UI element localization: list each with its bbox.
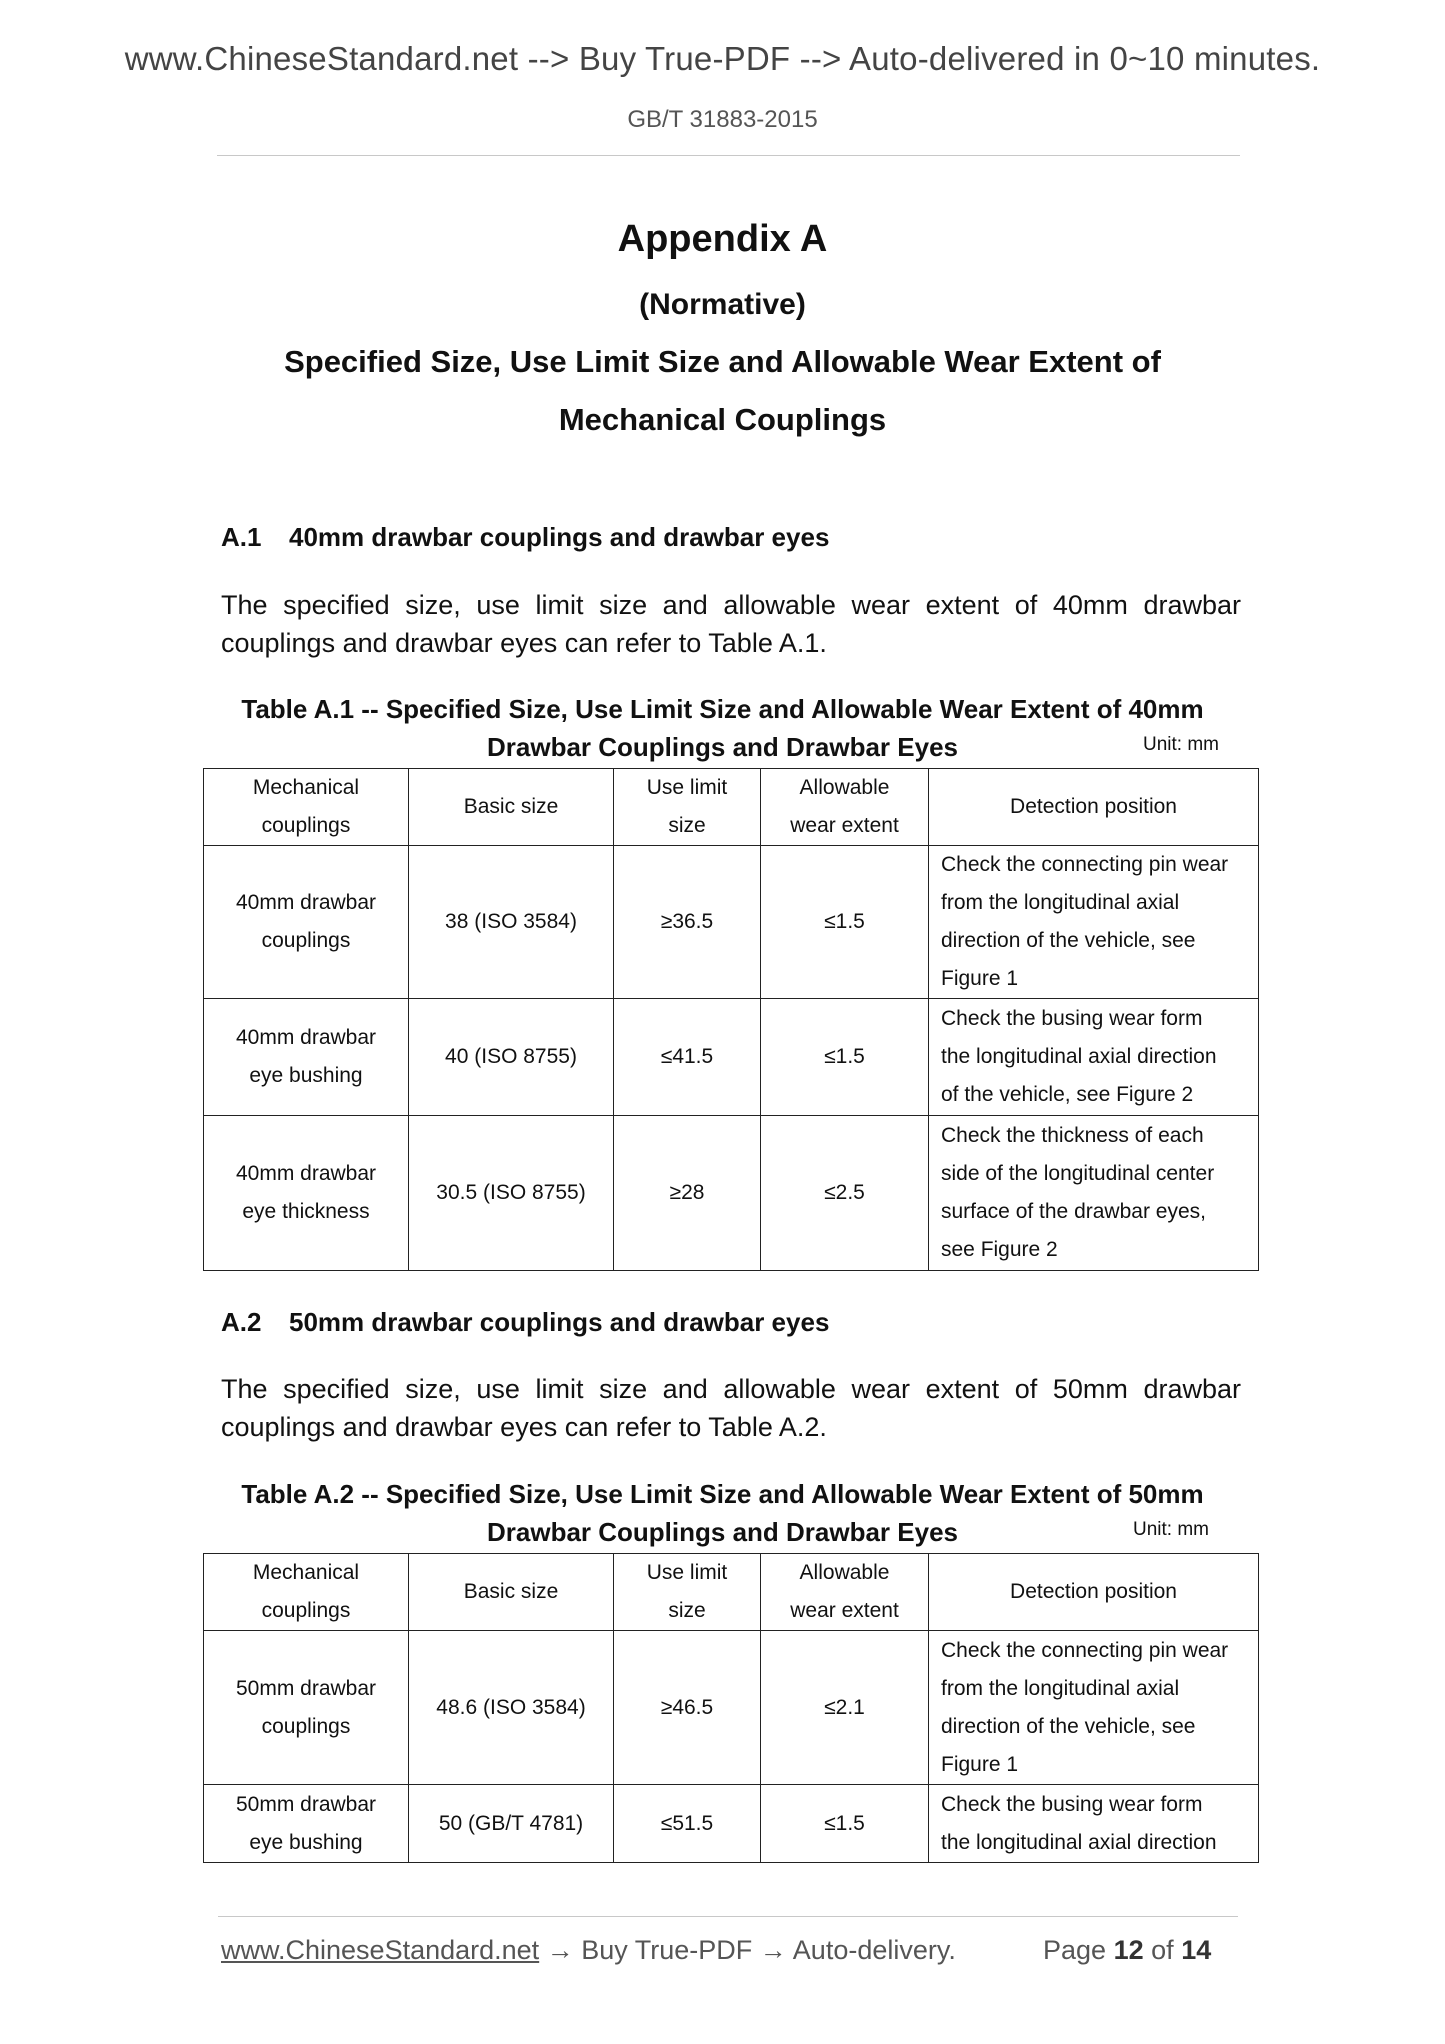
page-total: 14 (1181, 1935, 1212, 1965)
paragraph-line: The specified size, use limit size and allowable wear extent of 50mm drawbar (221, 1374, 1241, 1404)
section-a2-heading (221, 1307, 829, 1338)
table-cell: ≤2.5 (761, 1116, 929, 1271)
of-label: of (1151, 1935, 1174, 1965)
table-cell: Check the busing wear form the longitudinal axial direction of the vehicle, see Figure 2 (929, 999, 1259, 1116)
table-cell: 40mm drawbar eye thickness (204, 1116, 409, 1271)
footer-delivery-text: Auto-delivery. (792, 1935, 956, 1965)
section-a2-paragraph (221, 1370, 1241, 1446)
table-cell: ≤1.5 (761, 999, 929, 1116)
paragraph-line: couplings and drawbar eyes can refer to Table A.1. (221, 628, 827, 658)
table-cell: ≤2.1 (761, 1631, 929, 1785)
table-row (204, 1785, 1259, 1863)
header-cell: Detection position (929, 769, 1259, 846)
header-cell: Allowable wear extent (761, 1554, 929, 1631)
table-cell: ≤1.5 (761, 1785, 929, 1863)
table-header-row (204, 1554, 1259, 1631)
table-cell: 50mm drawbar eye bushing (204, 1785, 409, 1863)
table-cell: Check the thickness of each side of the longitudinal center surface of the drawbar eyes, see Figure 2 (929, 1116, 1259, 1271)
section-a2-number: A.2 (221, 1307, 262, 1337)
header-rule (217, 155, 1240, 156)
table-cell: Check the connecting pin wear from the longitudinal axial direction of the vehicle, see Figure 1 (929, 846, 1259, 999)
table-a1-unit: Unit: mm (1143, 734, 1219, 755)
table-cell: 50 (GB/T 4781) (409, 1785, 614, 1863)
appendix-normative: (Normative) (639, 288, 806, 321)
header-cell: Detection position (929, 1554, 1259, 1631)
table-a1-caption-line2: Drawbar Couplings and Drawbar Eyes (486, 732, 958, 762)
table-a2-caption-line1: Table A.2 -- Specified Size, Use Limit Size and Allowable Wear Extent of 50mm (241, 1479, 1204, 1509)
table-cell: ≥46.5 (614, 1631, 761, 1785)
header-cell: Allowable wear extent (761, 769, 929, 846)
table-cell: Check the busing wear form the longitudinal axial direction (929, 1785, 1259, 1863)
table-cell: ≤51.5 (614, 1785, 761, 1863)
section-a1-paragraph (221, 586, 1241, 662)
table-cell: 48.6 (ISO 3584) (409, 1631, 614, 1785)
table-cell: 38 (ISO 3584) (409, 846, 614, 999)
table-a2-unit: Unit: mm (1133, 1519, 1209, 1540)
top-banner: www.ChineseStandard.net --> Buy True-PDF --> Auto-delivered in 0~10 minutes. (124, 40, 1321, 77)
footer-buy-text: Buy True-PDF (581, 1935, 753, 1965)
paragraph-line: couplings and drawbar eyes can refer to Table A.2. (221, 1412, 827, 1442)
paragraph-line: The specified size, use limit size and allowable wear extent of 40mm drawbar (221, 590, 1241, 620)
appendix-title: Appendix A (617, 218, 828, 260)
table-cell: 50mm drawbar couplings (204, 1631, 409, 1785)
standard-number: GB/T 31883-2015 (627, 106, 818, 133)
table-cell: ≤1.5 (761, 846, 929, 999)
appendix-subtitle-line1: Specified Size, Use Limit Size and Allowable Wear Extent of (284, 344, 1161, 379)
footer-rule (218, 1916, 1238, 1917)
section-a1-heading (221, 522, 829, 553)
header-cell: Basic size (409, 1554, 614, 1631)
header-cell: Mechanical couplings (204, 1554, 409, 1631)
header-cell: Use limit size (614, 1554, 761, 1631)
footer-site-link[interactable]: www.ChineseStandard.net (221, 1935, 540, 1965)
table-cell: ≤41.5 (614, 999, 761, 1116)
table-header-row (204, 769, 1259, 846)
arrow-icon: → (759, 1935, 787, 1965)
table-cell: Check the connecting pin wear from the longitudinal axial direction of the vehicle, see Figure 1 (929, 1631, 1259, 1785)
header-cell: Basic size (409, 769, 614, 846)
table-a2-caption-line2: Drawbar Couplings and Drawbar Eyes (486, 1517, 958, 1547)
table-row (204, 1116, 1259, 1271)
arrow-icon: → (546, 1935, 574, 1965)
table-row (204, 1631, 1259, 1785)
table-row (204, 999, 1259, 1116)
page-label: Page (1043, 1935, 1107, 1965)
section-a2-title: 50mm drawbar couplings and drawbar eyes (289, 1307, 830, 1337)
table-a2 (203, 1553, 1259, 1863)
table-a1 (203, 768, 1259, 1271)
appendix-subtitle-line2: Mechanical Couplings (558, 402, 887, 437)
table-cell: 40 (ISO 8755) (409, 999, 614, 1116)
table-cell: 40mm drawbar couplings (204, 846, 409, 999)
header-cell: Mechanical couplings (204, 769, 409, 846)
table-cell: ≥36.5 (614, 846, 761, 999)
footer-page-number (1043, 1935, 1211, 1966)
table-cell: ≥28 (614, 1116, 761, 1271)
table-cell: 30.5 (ISO 8755) (409, 1116, 614, 1271)
section-a1-number: A.1 (221, 522, 262, 552)
table-row (204, 846, 1259, 999)
header-cell: Use limit size (614, 769, 761, 846)
table-cell: 40mm drawbar eye bushing (204, 999, 409, 1116)
page-current: 12 (1113, 1935, 1144, 1965)
footer-left (221, 1935, 956, 1966)
table-a1-caption-line1: Table A.1 -- Specified Size, Use Limit Size and Allowable Wear Extent of 40mm (241, 694, 1204, 724)
section-a1-title: 40mm drawbar couplings and drawbar eyes (289, 522, 830, 552)
